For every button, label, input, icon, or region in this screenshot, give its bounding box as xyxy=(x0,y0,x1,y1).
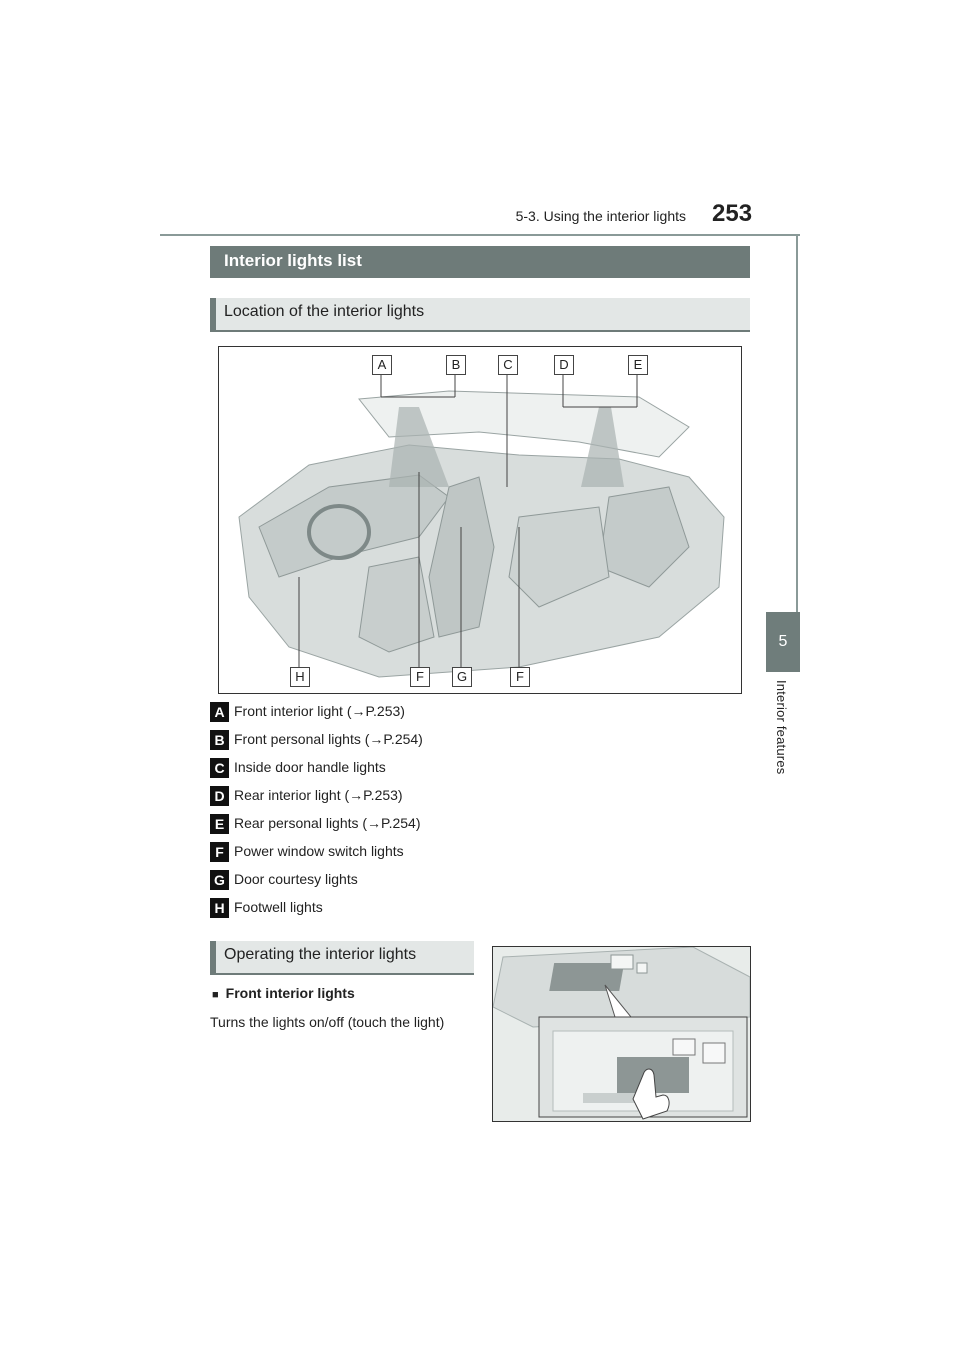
overhead-console-drawing xyxy=(493,947,750,1121)
legend-text: Door courtesy lights xyxy=(234,871,358,887)
legend-badge: G xyxy=(210,870,229,890)
callout-g: G xyxy=(452,667,472,687)
front-interior-lights-body: Turns the lights on/off (touch the light) xyxy=(210,1014,445,1030)
legend-badge: F xyxy=(210,842,229,862)
callout-c: C xyxy=(498,355,518,375)
operating-heading-bar xyxy=(210,941,474,973)
subsection-heading: Location of the interior lights xyxy=(224,303,425,320)
chapter-title: Interior features xyxy=(774,680,789,775)
front-interior-light-illustration xyxy=(492,946,751,1122)
running-header-section: 5-3. Using the interior lights xyxy=(515,208,686,224)
subheading-text: Front interior lights xyxy=(225,985,355,1001)
legend-badge: B xyxy=(210,730,229,750)
legend-text: Inside door handle lights xyxy=(234,759,386,775)
subsection-heading-bar xyxy=(210,298,750,330)
legend-text: Front personal lights (→P.254) xyxy=(234,731,423,747)
legend-badge: D xyxy=(210,786,229,806)
operating-heading: Operating the interior lights xyxy=(224,946,417,963)
page-number: 253 xyxy=(712,200,753,227)
side-tab-rule xyxy=(796,234,798,612)
callout-b: B xyxy=(446,355,466,375)
legend-badge: A xyxy=(210,702,229,722)
callout-a: A xyxy=(372,355,392,375)
front-interior-lights-subheading xyxy=(212,985,355,1001)
callout-e: E xyxy=(628,355,648,375)
callout-d: D xyxy=(554,355,574,375)
interior-lights-illustration xyxy=(218,346,742,694)
legend-text: Power window switch lights xyxy=(234,843,404,859)
callout-f-right: F xyxy=(510,667,530,687)
legend-badge: H xyxy=(210,898,229,918)
callout-f-left: F xyxy=(410,667,430,687)
legend-badge: C xyxy=(210,758,229,778)
legend-text: Rear personal lights (→P.254) xyxy=(234,815,421,831)
legend-text: Rear interior light (→P.253) xyxy=(234,787,403,803)
callout-h: H xyxy=(290,667,310,687)
bullet-square-icon: ■ xyxy=(212,989,219,1001)
legend-badge: E xyxy=(210,814,229,834)
section-heading: Interior lights list xyxy=(224,251,362,270)
header-rule xyxy=(160,234,800,236)
section-heading-bar xyxy=(210,246,750,278)
car-interior-drawing xyxy=(219,347,741,693)
legend-text: Front interior light (→P.253) xyxy=(234,703,405,719)
chapter-tab[interactable]: 5 xyxy=(766,612,800,672)
legend-text: Footwell lights xyxy=(234,899,323,915)
